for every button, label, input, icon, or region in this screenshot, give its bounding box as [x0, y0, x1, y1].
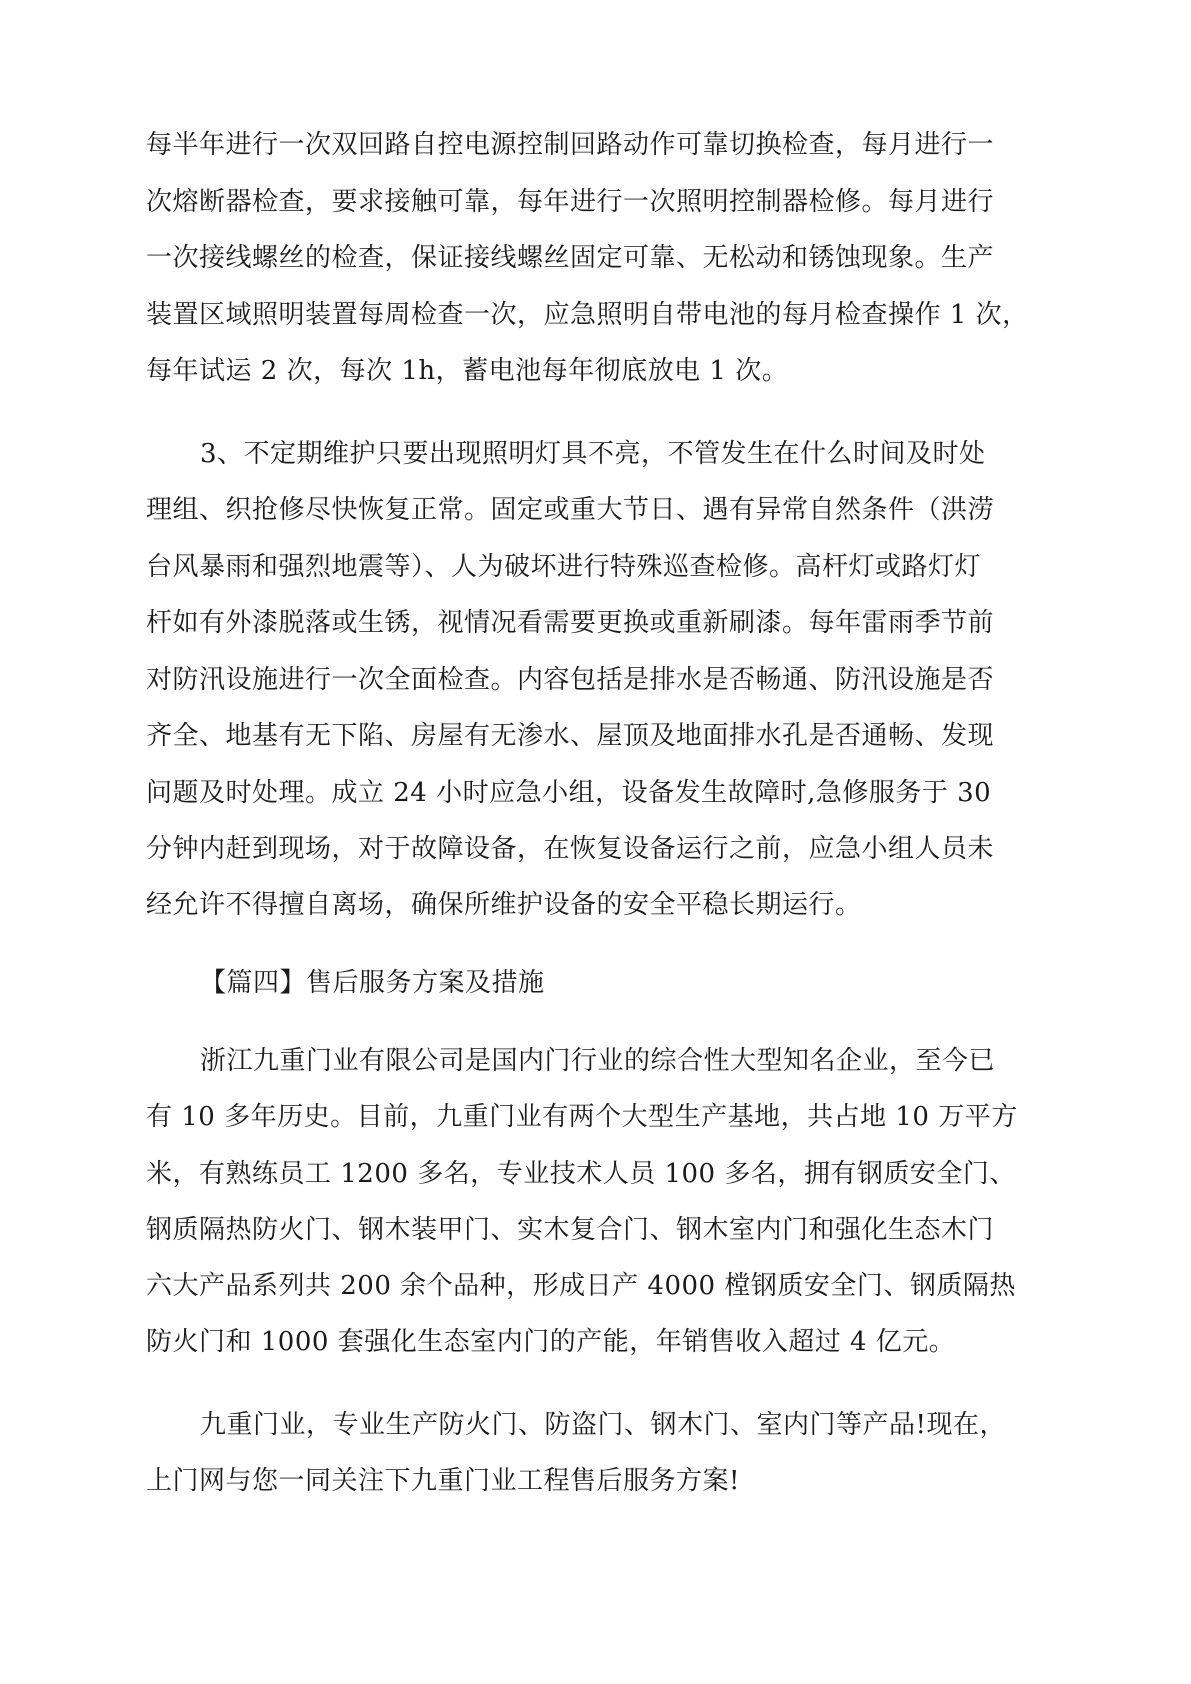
- text-line: 台风暴雨和强烈地震等）、人为破坏进行特殊巡查检修。高杆灯或路灯灯: [146, 552, 982, 582]
- text-line: 对防汛设施进行一次全面检查。内容包括是排水是否畅通、防汛设施是否: [146, 665, 995, 695]
- text-line: 杆如有外漆脱落或生锈，视情况看需要更换或重新刷漆。每年雷雨季节前: [146, 608, 995, 638]
- text-line: 装置区域照明装置每周检查一次，应急照明自带电池的每月检查操作 1 次，: [146, 300, 1029, 330]
- text-line: 钢质隔热防火门、钢木装甲门、实木复合门、钢木室内门和强化生态木门: [146, 1215, 995, 1245]
- text-line: 九重门业，专业生产防火门、防盗门、钢木门、室内门等产品!现在，: [200, 1410, 1006, 1440]
- text-line: 上门网与您一同关注下九重门业工程售后服务方案!: [146, 1466, 740, 1496]
- text-line: 有 10 多年历史。目前，九重门业有两个大型生产基地，共占地 10 万平方: [146, 1102, 1018, 1132]
- text-line: 问题及时处理。成立 24 小时应急小组，设备发生故障时,急修服务于 30: [146, 778, 992, 808]
- text-line: 次熔断器检查，要求接触可靠，每年进行一次照明控制器检修。每月进行: [146, 187, 995, 217]
- section-heading: 【篇四】售后服务方案及措施: [200, 968, 545, 998]
- text-line: 每年试运 2 次，每次 1h，蓄电池每年彻底放电 1 次。: [146, 356, 789, 386]
- text-line: 经允许不得擅自离场，确保所维护设备的安全平稳长期运行。: [146, 890, 862, 920]
- text-line: 六大产品系列共 200 余个品种，形成日产 4000 樘钢质安全门、钢质隔热: [146, 1271, 1016, 1301]
- text-line: 每半年进行一次双回路自控电源控制回路动作可靠切换检查，每月进行一: [146, 130, 995, 160]
- text-line: 分钟内赶到现场，对于故障设备，在恢复设备运行之前，应急小组人员未: [146, 834, 995, 864]
- text-line: 齐全、地基有无下陷、房屋有无渗水、屋顶及地面排水孔是否通畅、发现: [146, 721, 995, 751]
- text-line: 米，有熟练员工 1200 多名，专业技术人员 100 多名，拥有钢质安全门、: [146, 1159, 1016, 1189]
- text-line: 一次接线螺丝的检查，保证接线螺丝固定可靠、无松动和锈蚀现象。生产: [146, 243, 995, 273]
- text-line: 防火门和 1000 套强化生态室内门的产能，年销售收入超过 4 亿元。: [146, 1327, 956, 1357]
- text-line: 浙江九重门业有限公司是国内门行业的综合性大型知名企业，至今已: [200, 1046, 996, 1076]
- text-line: 3、不定期维护只要出现照明灯具不亮，不管发生在什么时间及时处: [200, 439, 986, 469]
- text-line: 理组、织抢修尽快恢复正常。固定或重大节日、遇有异常自然条件（洪涝: [146, 495, 995, 525]
